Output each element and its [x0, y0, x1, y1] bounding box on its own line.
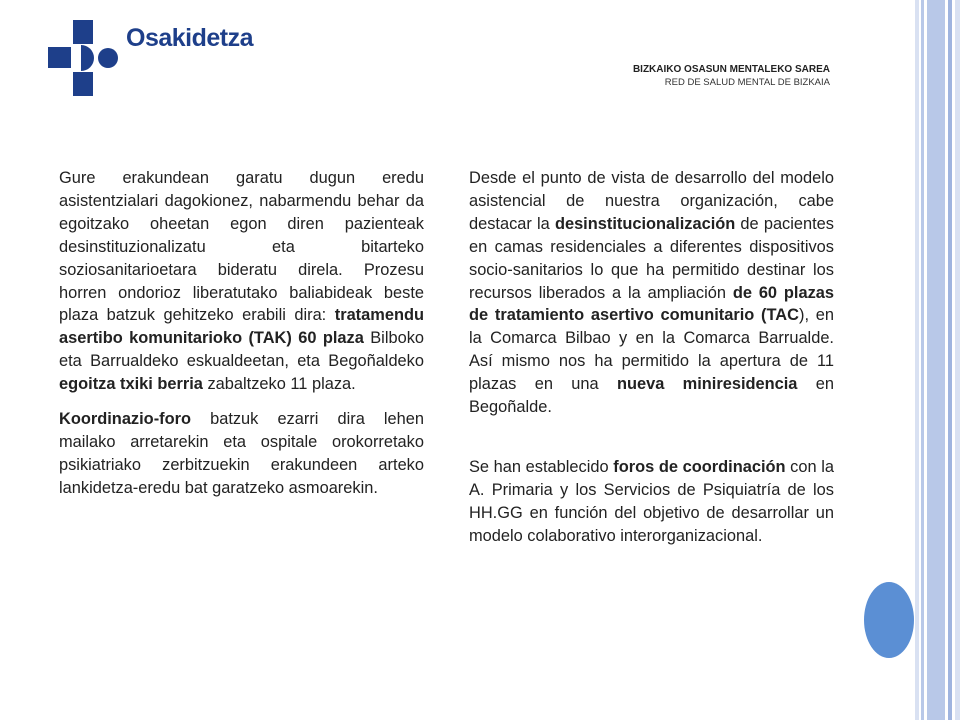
logo-dot: [98, 48, 118, 68]
text-run: ), en la Comarca Bilbao y en la Comarca Barrualde. Así mismo nos ha permitido la apertura de 11 plazas en una: [469, 306, 834, 394]
bold-run: nueva miniresidencia: [616, 375, 798, 394]
right-paragraph-2: [469, 456, 834, 548]
text-run: Desde el punto de vista de desarrollo del modelo asistencial de nuestra organización, cabe destacar la: [469, 169, 834, 233]
bold-run: Koordinazio-foro: [59, 410, 192, 429]
right-decorative-stripes: [915, 0, 960, 720]
header-subtitle: RED DE SALUD MENTAL DE BIZKAIA: [664, 77, 830, 88]
logo-bottom-bar: [73, 72, 93, 96]
bold-run: desinstitucionalización: [554, 214, 736, 233]
header-organization: [633, 63, 830, 89]
stripe-2: [921, 0, 924, 720]
bold-run: egoitza txiki berria: [59, 375, 203, 394]
text-run: con la A. Primaria y los Servicios de Psiquiatría de los HH.GG en función del objetivo de desarrollar un modelo colaborativo interorganizacional.: [469, 457, 834, 545]
header-title: BIZKAIKO OSASUN MENTALEKO SAREA: [632, 64, 830, 75]
text-run: Gure erakundean garatu dugun eredu asistentzialari dagokionez, nabarmendu behar da egoitzako oheetan egon diren pazienteak desinstituzionalizatu eta bitarteko soziosanitarioetara bideratu direla. Prozesu horren ondorioz liberatutako baliabideak beste plaza batzuk gehitzeko erabili dira:: [59, 169, 424, 325]
left-paragraph-2: [59, 408, 424, 500]
right-paragraph-1: [469, 167, 834, 419]
text-run: Se han establecido: [469, 457, 614, 476]
bold-run: de 60 plazas de tratamiento asertivo comunitario (TAC: [469, 283, 835, 325]
right-column-spanish: [469, 167, 834, 548]
text-run: zabaltzeko 11 plaza.: [202, 375, 356, 394]
decorative-circle: [864, 582, 914, 658]
text-run: de pacientes en camas residenciales a diferentes dispositivos socio-sanitarios lo que ha permitido destinar los recursos liberados a la ampliación: [469, 214, 834, 302]
logo-half-circle: [81, 45, 94, 71]
brand-name: Osakidetza: [126, 24, 254, 52]
left-paragraph-1: [59, 167, 424, 396]
text-run: batzuk ezarri dira lehen mailako arretarekin eta ospitale orokorretako psikiatriako zerbitzuekin erakundeen arteko lankidetza-eredu bat garatzeko asmoarekin.: [59, 410, 424, 497]
stripe-1: [915, 0, 919, 720]
left-column-basque: [59, 167, 424, 500]
stripe-5: [955, 0, 960, 720]
text-run: Bilboko eta Barrualdeko eskualdeetan, eta Begoñaldeko: [59, 329, 425, 371]
bold-run: tratamendu asertibo komunitarioko (TAK) 60 plaza: [59, 306, 424, 348]
osakidetza-cross-logo-icon: [48, 20, 120, 96]
bold-run: foros de coordinación: [613, 457, 786, 476]
logo-left-bar: [48, 47, 71, 68]
stripe-4: [948, 0, 952, 720]
text-run: en Begoñalde.: [469, 375, 834, 417]
logo-top-bar: [73, 20, 93, 44]
stripe-3: [927, 0, 945, 720]
